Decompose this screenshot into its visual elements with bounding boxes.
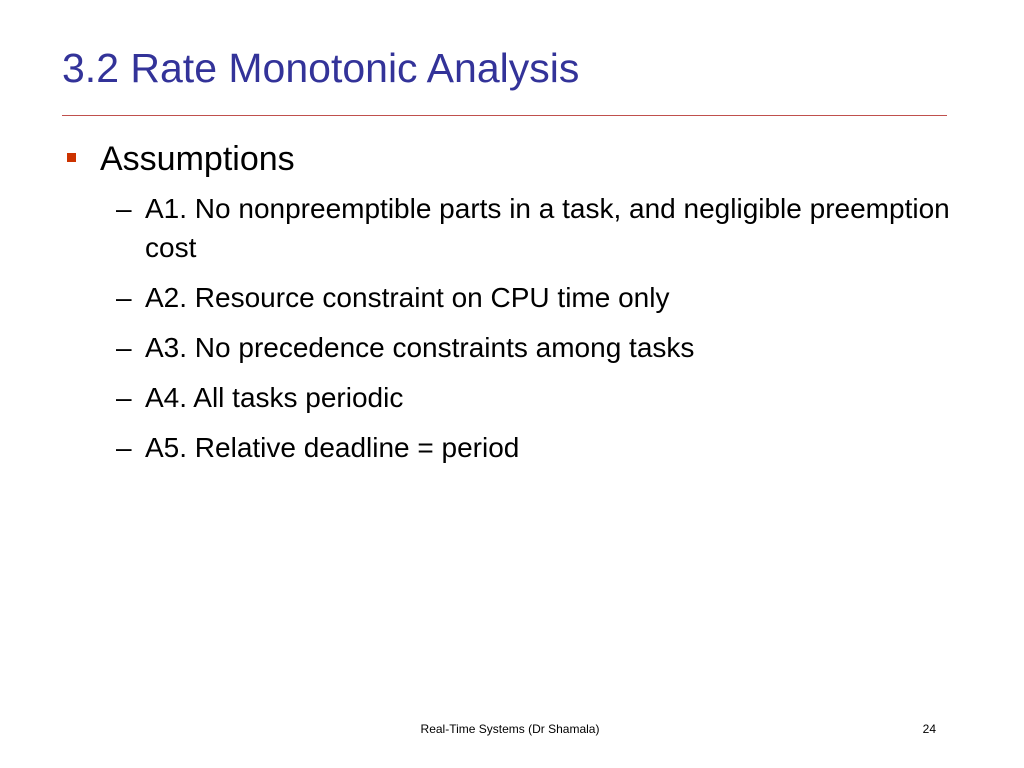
assumption-item <box>62 378 950 417</box>
bullet-assumptions <box>62 139 962 179</box>
assumption-item <box>62 328 950 367</box>
dash-bullet: – <box>116 282 132 313</box>
assumption-item <box>62 189 950 267</box>
square-bullet-icon <box>67 153 76 162</box>
assumption-list <box>62 189 962 467</box>
page-number: 24 <box>922 722 936 736</box>
assumption-item <box>62 428 950 467</box>
assumption-text: A1. No nonpreemptible parts in a task, and negligible preemption cost <box>145 193 950 263</box>
assumption-text: A2. Resource constraint on CPU time only <box>145 282 670 313</box>
dash-bullet: – <box>116 193 132 224</box>
assumption-text: A4. All tasks periodic <box>145 382 404 413</box>
assumption-text: A5. Relative deadline = period <box>145 432 520 463</box>
bullet-heading: Assumptions <box>100 140 295 178</box>
slide-content <box>62 139 962 478</box>
assumption-item <box>62 278 950 317</box>
dash-bullet: – <box>116 332 132 363</box>
dash-bullet: – <box>116 382 132 413</box>
title-divider <box>62 115 947 116</box>
assumption-text: A3. No precedence constraints among tasks <box>145 332 695 363</box>
footer-text: Real-Time Systems (Dr Shamala) <box>420 722 600 736</box>
slide-title: 3.2 Rate Monotonic Analysis <box>62 45 580 91</box>
dash-bullet: – <box>116 432 132 463</box>
